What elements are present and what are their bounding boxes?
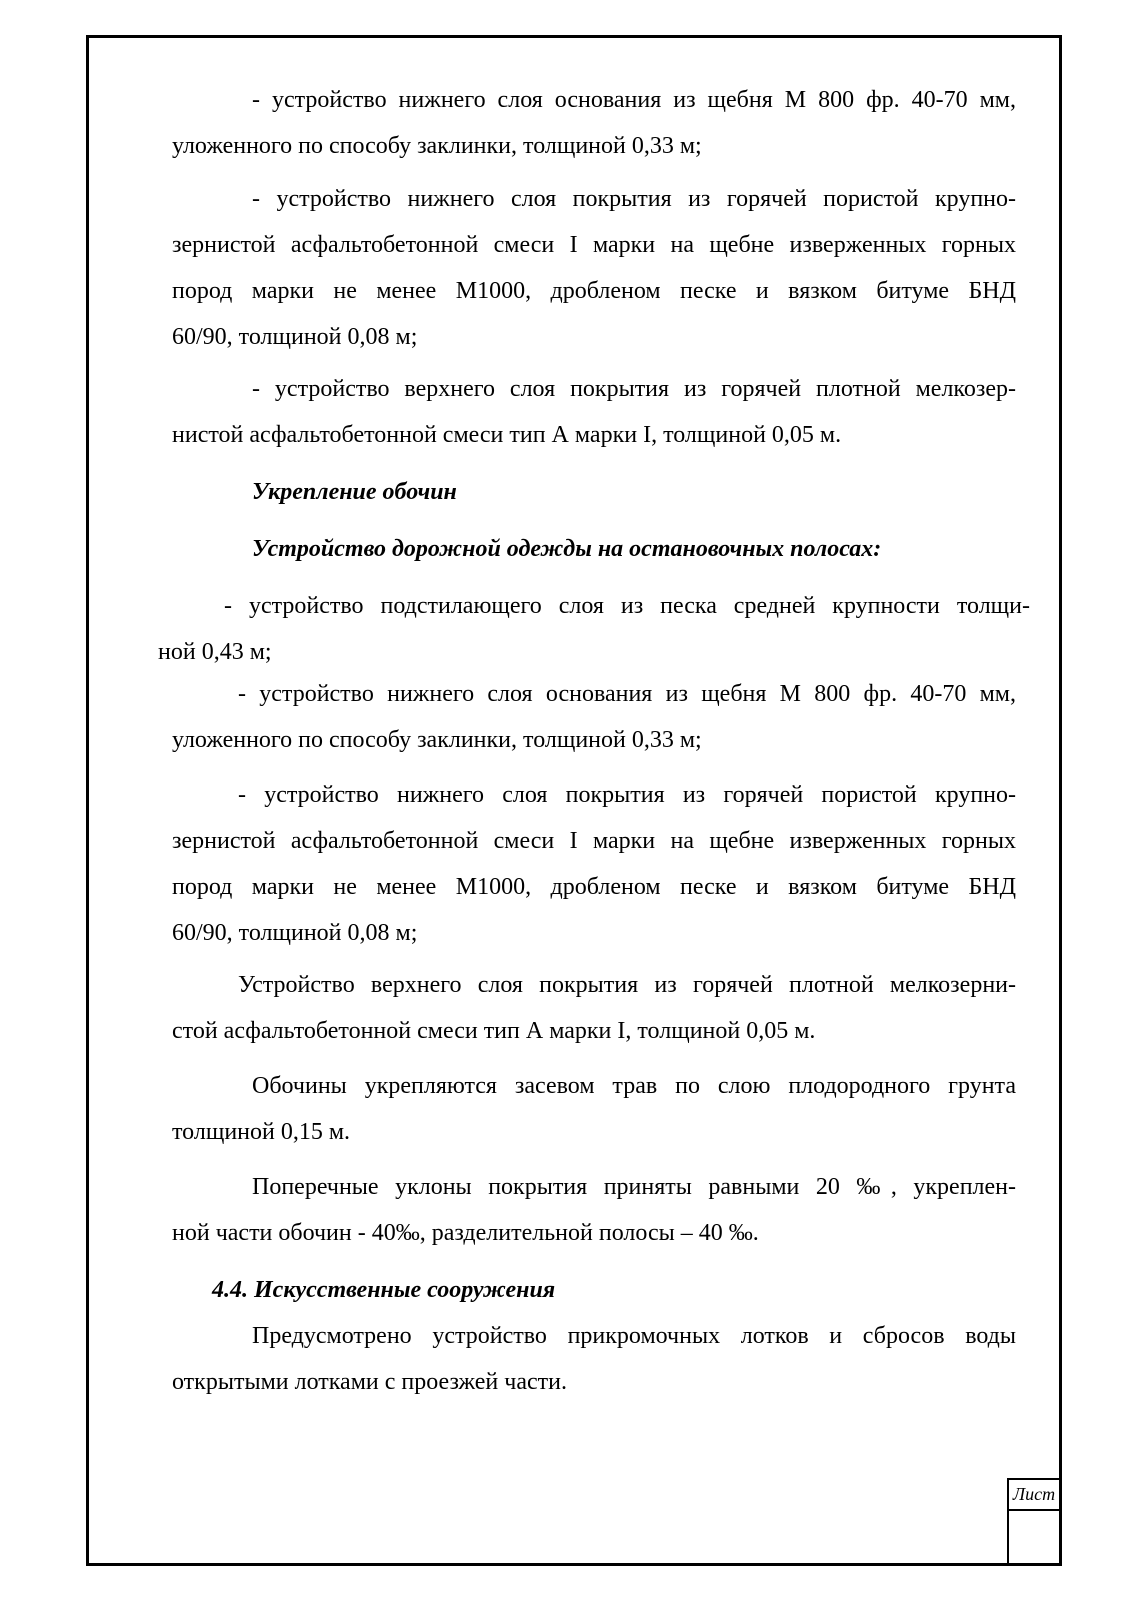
paragraph-3-line-2: нистой асфальтобетонной смеси тип А марки I, толщиной 0,05 м. bbox=[172, 422, 842, 448]
paragraph-9-line-2: ной части обочин - 40‰, разделительной полосы – 40 ‰. bbox=[172, 1220, 759, 1246]
paragraph-9-line-1: Поперечные уклоны покрытия приняты равными 20 ‰, укреплен- bbox=[252, 1174, 1016, 1200]
paragraph-2-line-4: 60/90, толщиной 0,08 м; bbox=[172, 324, 418, 350]
section-heading-4-4: 4.4. Искусственные сооружения bbox=[212, 1277, 556, 1303]
paragraph-5 bbox=[172, 671, 1016, 763]
paragraph-1 bbox=[172, 77, 1016, 169]
paragraph-7-line-2: стой асфальтобетонной смеси тип А марки I, толщиной 0,05 м. bbox=[172, 1018, 816, 1044]
heading-shoulder-reinforcement: Укрепление обочин bbox=[252, 479, 457, 505]
paragraph-7-line-1: Устройство верхнего слоя покрытия из горячей плотной мелкозерни- bbox=[238, 972, 1016, 998]
paragraph-4 bbox=[158, 583, 1030, 675]
paragraph-5-line-1: - устройство нижнего слоя основания из щебня М 800 фр. 40-70 мм, bbox=[238, 681, 1016, 707]
paragraph-8-line-2: толщиной 0,15 м. bbox=[172, 1119, 351, 1145]
paragraph-6 bbox=[172, 772, 1016, 956]
paragraph-6-line-2: зернистой асфальтобетонной смеси I марки на щебне изверженных горных bbox=[172, 828, 1016, 854]
paragraph-4-line-2: ной 0,43 м; bbox=[158, 639, 272, 665]
paragraph-1-line-1: - устройство нижнего слоя основания из щебня М 800 фр. 40-70 мм, bbox=[252, 87, 1016, 113]
paragraph-2-line-2: зернистой асфальтобетонной смеси I марки на щебне изверженных горных bbox=[172, 232, 1016, 258]
heading-stopping-lanes: Устройство дорожной одежды на остановочных полосах: bbox=[252, 536, 882, 562]
paragraph-2 bbox=[172, 176, 1016, 360]
paragraph-2-line-3: пород марки не менее М1000, дробленом песке и вязком битуме БНД bbox=[172, 278, 1016, 304]
paragraph-5-line-2: уложенного по способу заклинки, толщиной 0,33 м; bbox=[172, 727, 702, 753]
paragraph-9 bbox=[172, 1164, 1016, 1256]
paragraph-6-line-3: пород марки не менее М1000, дробленом песке и вязком битуме БНД bbox=[172, 874, 1016, 900]
paragraph-2-line-1: - устройство нижнего слоя покрытия из горячей пористой крупно- bbox=[252, 186, 1016, 212]
paragraph-7 bbox=[172, 962, 1016, 1054]
paragraph-10 bbox=[172, 1313, 1016, 1405]
sheet-label: Лист bbox=[1009, 1480, 1059, 1511]
paragraph-3-line-1: - устройство верхнего слоя покрытия из горячей плотной мелкозер- bbox=[252, 376, 1016, 402]
paragraph-6-line-1: - устройство нижнего слоя покрытия из горячей пористой крупно- bbox=[238, 782, 1016, 808]
paragraph-6-line-4: 60/90, толщиной 0,08 м; bbox=[172, 920, 418, 946]
paragraph-1-line-2: уложенного по способу заклинки, толщиной 0,33 м; bbox=[172, 133, 702, 159]
paragraph-8 bbox=[172, 1063, 1016, 1155]
paragraph-8-line-1: Обочины укрепляются засевом трав по слою плодородного грунта bbox=[252, 1073, 1016, 1099]
paragraph-10-line-2: открытыми лотками с проезжей части. bbox=[172, 1369, 567, 1395]
sheet-stamp bbox=[1007, 1478, 1059, 1563]
paragraph-10-line-1: Предусмотрено устройство прикромочных лотков и сбросов воды bbox=[252, 1323, 1016, 1349]
paragraph-4-line-1: - устройство подстилающего слоя из песка средней крупности толщи- bbox=[224, 593, 1030, 619]
paragraph-3 bbox=[172, 366, 1016, 458]
